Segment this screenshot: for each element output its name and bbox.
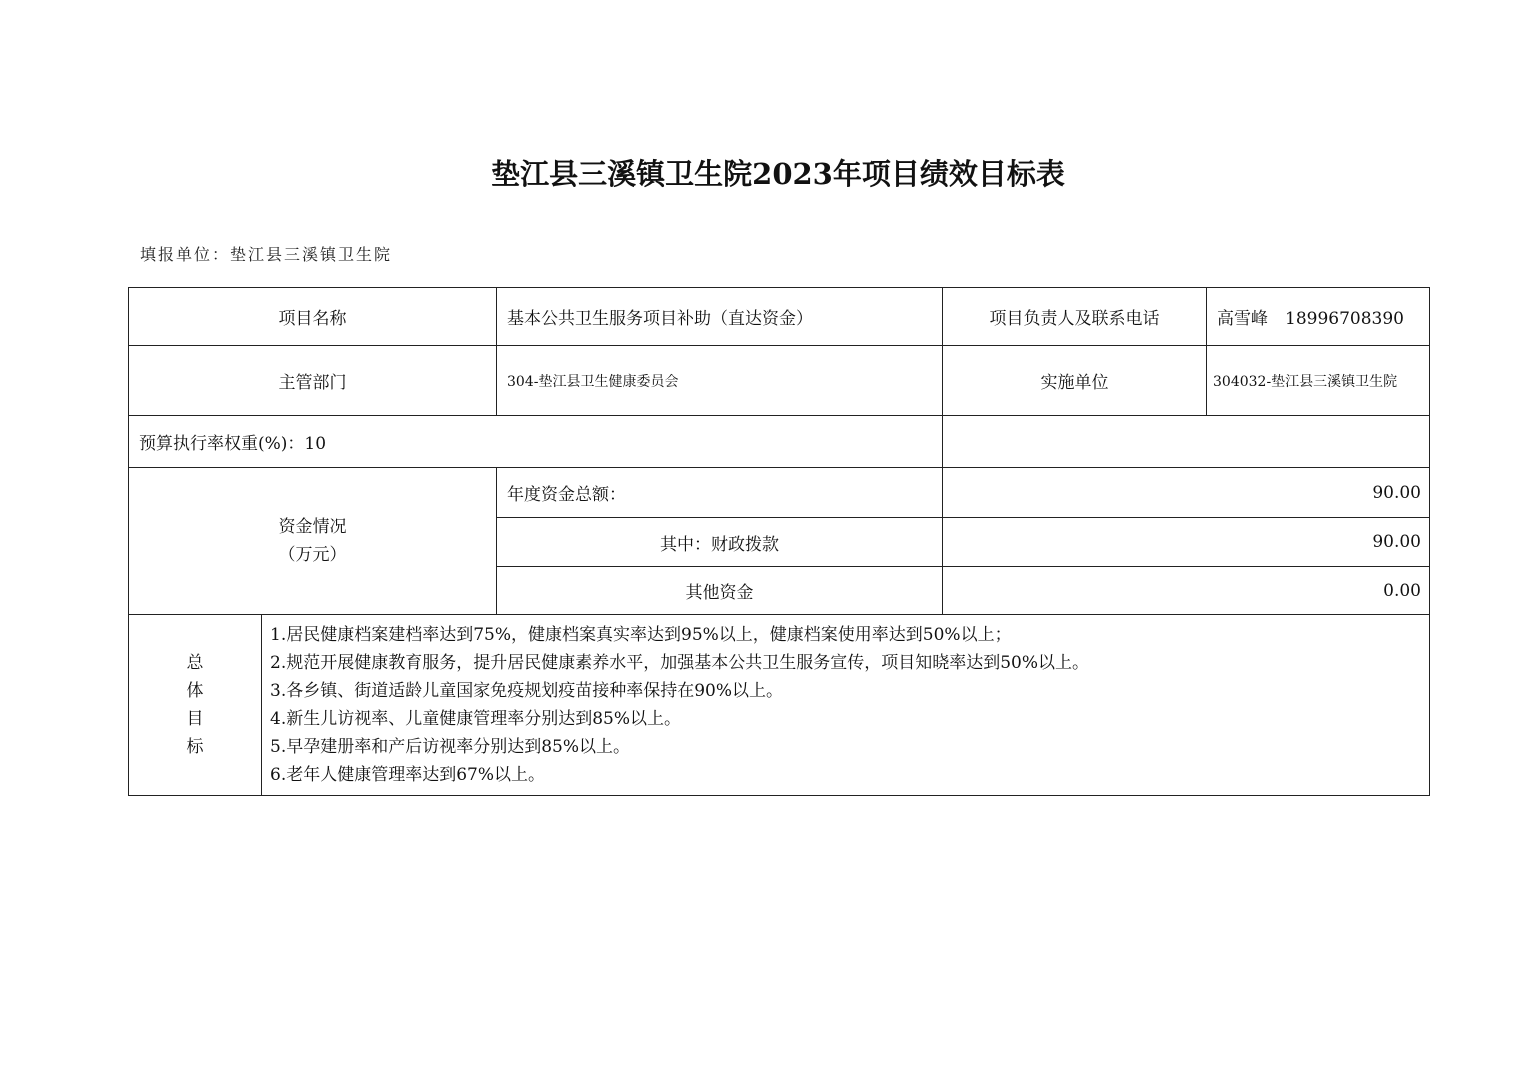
budget-weight: 预算执行率权重(%)：10 (129, 416, 943, 468)
goal-item: 4.新生儿访视率、儿童健康管理率分别达到85%以上。 (270, 709, 682, 729)
funds-label (129, 468, 497, 615)
reporting-unit: 填报单位：垫江县三溪镇卫生院 (140, 245, 393, 264)
contact-value: 高雪峰 18996708390 (1207, 288, 1430, 346)
goal-item: 1.居民健康档案建档率达到75%，健康档案真实率达到95%以上，健康档案使用率达到50%以上； (270, 625, 1012, 645)
performance-table (128, 287, 1430, 796)
project-name-value: 基本公共卫生服务项目补助（直达资金） (497, 288, 943, 346)
other-funds-label: 其他资金 (497, 567, 943, 615)
goals-label-char: 目 (186, 709, 204, 729)
department-value: 304-垫江县卫生健康委员会 (497, 346, 943, 416)
fiscal-value: 90.00 (943, 518, 1430, 567)
funds-label-line2: （万元） (278, 545, 347, 565)
table-row (129, 288, 1430, 346)
goal-item: 6.老年人健康管理率达到67%以上。 (270, 765, 546, 785)
department-label: 主管部门 (129, 346, 497, 416)
page-title: 垫江县三溪镇卫生院2023年项目绩效目标表 (491, 157, 1065, 191)
goals-label-char: 标 (186, 737, 204, 757)
table-row (129, 416, 1430, 468)
overall-goals-content (262, 615, 1430, 796)
goals-label-char: 总 (186, 653, 204, 673)
implementing-unit-value: 304032-垫江县三溪镇卫生院 (1207, 346, 1430, 416)
goal-item: 2.规范开展健康教育服务，提升居民健康素养水平，加强基本公共卫生服务宣传，项目知晓率达到50%以上。 (270, 653, 1090, 673)
project-name-label: 项目名称 (129, 288, 497, 346)
goal-item: 3.各乡镇、街道适龄儿童国家免疫规划疫苗接种率保持在90%以上。 (270, 681, 784, 701)
annual-total-label: 年度资金总额： (497, 468, 943, 518)
implementing-unit-label: 实施单位 (943, 346, 1207, 416)
table-row (129, 468, 1430, 518)
funds-label-line1: 资金情况 (278, 517, 347, 537)
other-funds-value: 0.00 (943, 567, 1430, 615)
empty-cell (943, 416, 1430, 468)
annual-total-value: 90.00 (943, 468, 1430, 518)
contact-label: 项目负责人及联系电话 (943, 288, 1207, 346)
overall-goals-label (129, 615, 262, 796)
fiscal-label: 其中：财政拨款 (497, 518, 943, 567)
goal-item: 5.早孕建册率和产后访视率分别达到85%以上。 (270, 737, 631, 757)
goals-label-char: 体 (186, 681, 204, 701)
table-row (129, 615, 1430, 796)
table-row (129, 346, 1430, 416)
